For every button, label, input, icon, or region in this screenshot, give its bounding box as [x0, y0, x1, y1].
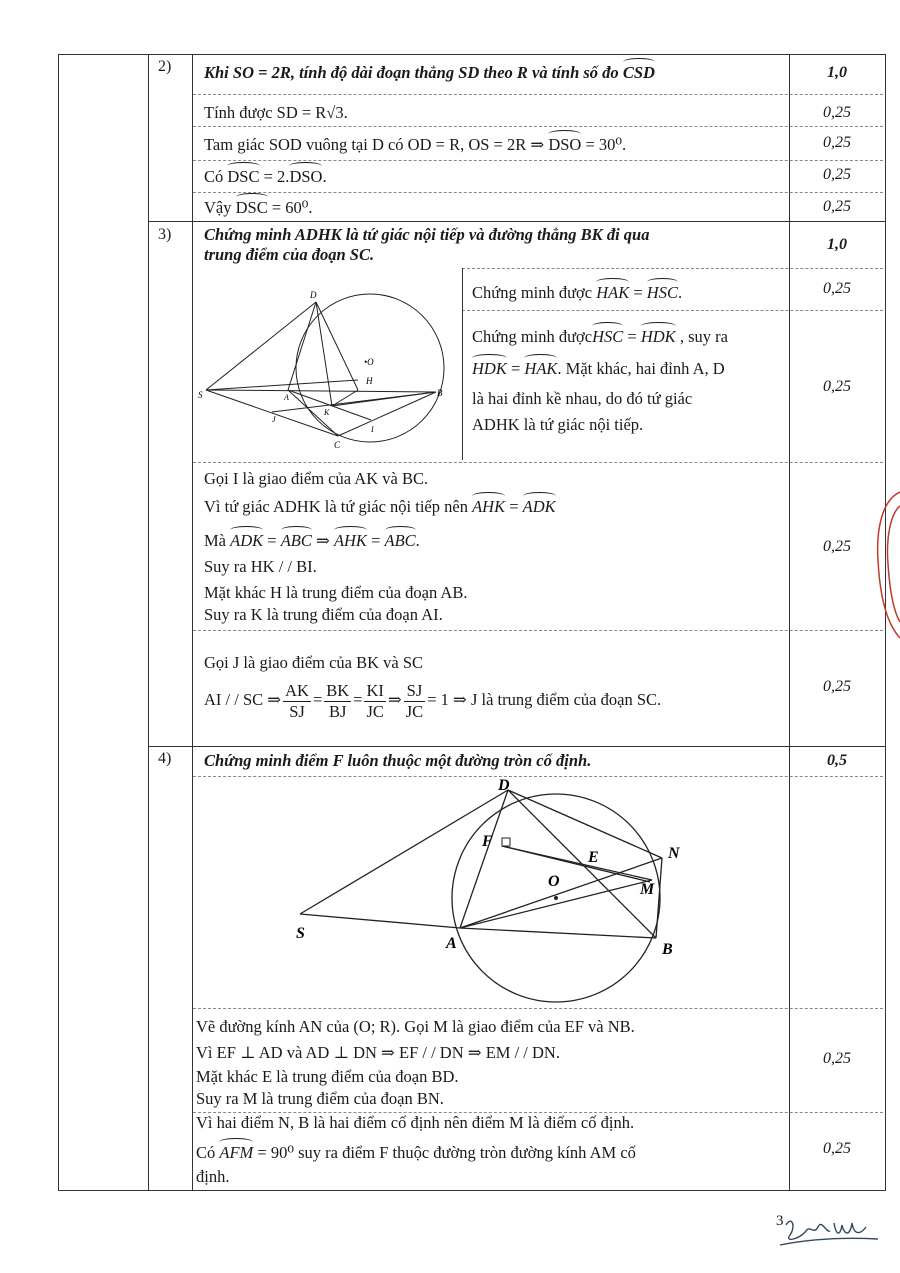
fig3-label-D: D [310, 290, 317, 300]
fig3-label-I: I [371, 425, 374, 434]
part3-step2-line3: là hai đỉnh kề nhau, do đó tứ giác [472, 389, 693, 408]
part2-row3-points: 0,25 [823, 166, 851, 183]
fig4-label-B: B [662, 941, 673, 958]
part4-step1-line3: Mặt khác E là trung điểm của đoạn BD. [196, 1067, 459, 1086]
part2-row2-points: 0,25 [823, 134, 851, 151]
part2-row1-points: 0,25 [823, 104, 851, 121]
part4-step1-line1: Vẽ đường kính AN của (O; R). Gọi M là giao điểm của EF và NB. [196, 1017, 635, 1036]
part3-step3-line6: Suy ra K là trung điểm của đoạn AI. [204, 605, 443, 624]
part3-step2-line2: HDK = HAK. Mặt khác, hai đỉnh A, D [472, 359, 725, 378]
part3-figure [196, 272, 458, 458]
part3-step1: Chứng minh được HAK = HSC. [472, 283, 683, 302]
col-divider-2 [192, 54, 193, 1190]
part2-points: 1,0 [827, 64, 847, 81]
col-divider-1 [148, 54, 149, 1190]
part3-number: 3) [158, 226, 172, 243]
part4-title: Chứng minh điểm F luôn thuộc một đường tròn cố định. [204, 751, 592, 770]
fig4-label-O: O [548, 873, 560, 890]
stamp-fragment [868, 490, 900, 640]
fig4-label-F: F [482, 833, 493, 850]
fig3-label-K: K [324, 408, 330, 417]
part3-step3-line4: Suy ra HK / / BI. [204, 557, 317, 576]
part4-separator [148, 746, 885, 747]
part2-row2: Tam giác SOD vuông tại D có OD = R, OS = 2R ⇒ DSO = 30⁰. [204, 135, 627, 154]
fig3-label-S: S [198, 390, 203, 400]
part2-title: Khi SO = 2R, tính độ dài đoạn thẳng SD theo R và tính số đo CSD [204, 63, 655, 82]
part4-step2-line3: định. [196, 1167, 230, 1186]
part3-step3-line1: Gọi I là giao điểm của AK và BC. [204, 469, 429, 488]
fig3-label-B: B [437, 388, 443, 398]
part4-step2-line2: Có AFM = 90⁰ suy ra điểm F thuộc đường tròn đường kính AM cố [196, 1143, 636, 1162]
part4-figure [290, 778, 710, 1006]
fig3-label-C: C [334, 440, 341, 450]
part3-step3-line3: Mà ADK = ABC ⇒ AHK = ABC. [204, 531, 420, 550]
col-divider-3 [789, 54, 790, 1190]
part3-step4-points: 0,25 [823, 678, 851, 695]
part3-step4-equation: AI / / SC ⇒ $\frac{AK}{SJ}$ = $\frac{BK}{BJ}$ = $\frac{KI}{JC}$ ⇒ $\frac{SJ}{JC}$ = 1 ⇒ J là trung điểm của đoạn SC. [204, 680, 662, 721]
part2-number: 2) [158, 58, 172, 75]
part3-separator [148, 221, 885, 222]
part2-row4-points: 0,25 [823, 198, 851, 215]
part3-step4-line1: Gọi J là giao điểm của BK và SC [204, 653, 424, 672]
part4-step1-line2: Vì EF ⊥ AD và AD ⊥ DN ⇒ EF / / DN ⇒ EM / / DN. [196, 1043, 560, 1062]
part4-step2-points: 0,25 [823, 1140, 851, 1157]
fig3-label-J: J [272, 415, 276, 424]
signature-mark [770, 1205, 882, 1251]
fig3-label-O: •O [364, 357, 374, 367]
fig4-label-M: M [640, 881, 655, 898]
part2-row3: Có DSC = 2.DSO. [204, 167, 327, 186]
part3-step3-points: 0,25 [823, 538, 851, 555]
fig4-label-S: S [296, 925, 305, 942]
fig4-label-D: D [498, 778, 510, 794]
part3-title-line2: trung điểm của đoạn SC. [204, 245, 375, 264]
part3-step3-line5: Mặt khác H là trung điểm của đoạn AB. [204, 583, 468, 602]
fig3-label-H: H [366, 376, 373, 386]
page-number: 3 [776, 1213, 784, 1229]
fig4-label-A: A [446, 935, 457, 952]
fig4-label-N: N [668, 845, 680, 862]
part4-step1-line4: Suy ra M là trung điểm của đoạn BN. [196, 1089, 444, 1108]
fig3-label-A: A [284, 393, 289, 402]
part3-title-line1: Chứng minh ADHK là tứ giác nội tiếp và đường thẳng BK đi qua [204, 225, 650, 244]
part3-step2-line4: ADHK là tứ giác nội tiếp. [472, 415, 644, 434]
part3-points: 1,0 [827, 236, 847, 253]
part4-step2-line1: Vì hai điểm N, B là hai điểm cố định nên điểm M là điểm cố định. [196, 1113, 635, 1132]
part2-row4: Vậy DSC = 60⁰. [204, 198, 313, 217]
part3-step2-points: 0,25 [823, 378, 851, 395]
part4-number: 4) [158, 750, 172, 767]
fig4-label-E: E [588, 849, 599, 866]
part4-step1-points: 0,25 [823, 1050, 851, 1067]
part3-step1-points: 0,25 [823, 280, 851, 297]
part4-points: 0,5 [827, 752, 847, 769]
part3-step3-line2: Vì tứ giác ADHK là tứ giác nội tiếp nên AHK = ADK [204, 497, 556, 516]
part3-step2-line1: Chứng minh đượcHSC = HDK , suy ra [472, 327, 728, 346]
part2-row1: Tính được SD = R√3. [204, 103, 348, 122]
